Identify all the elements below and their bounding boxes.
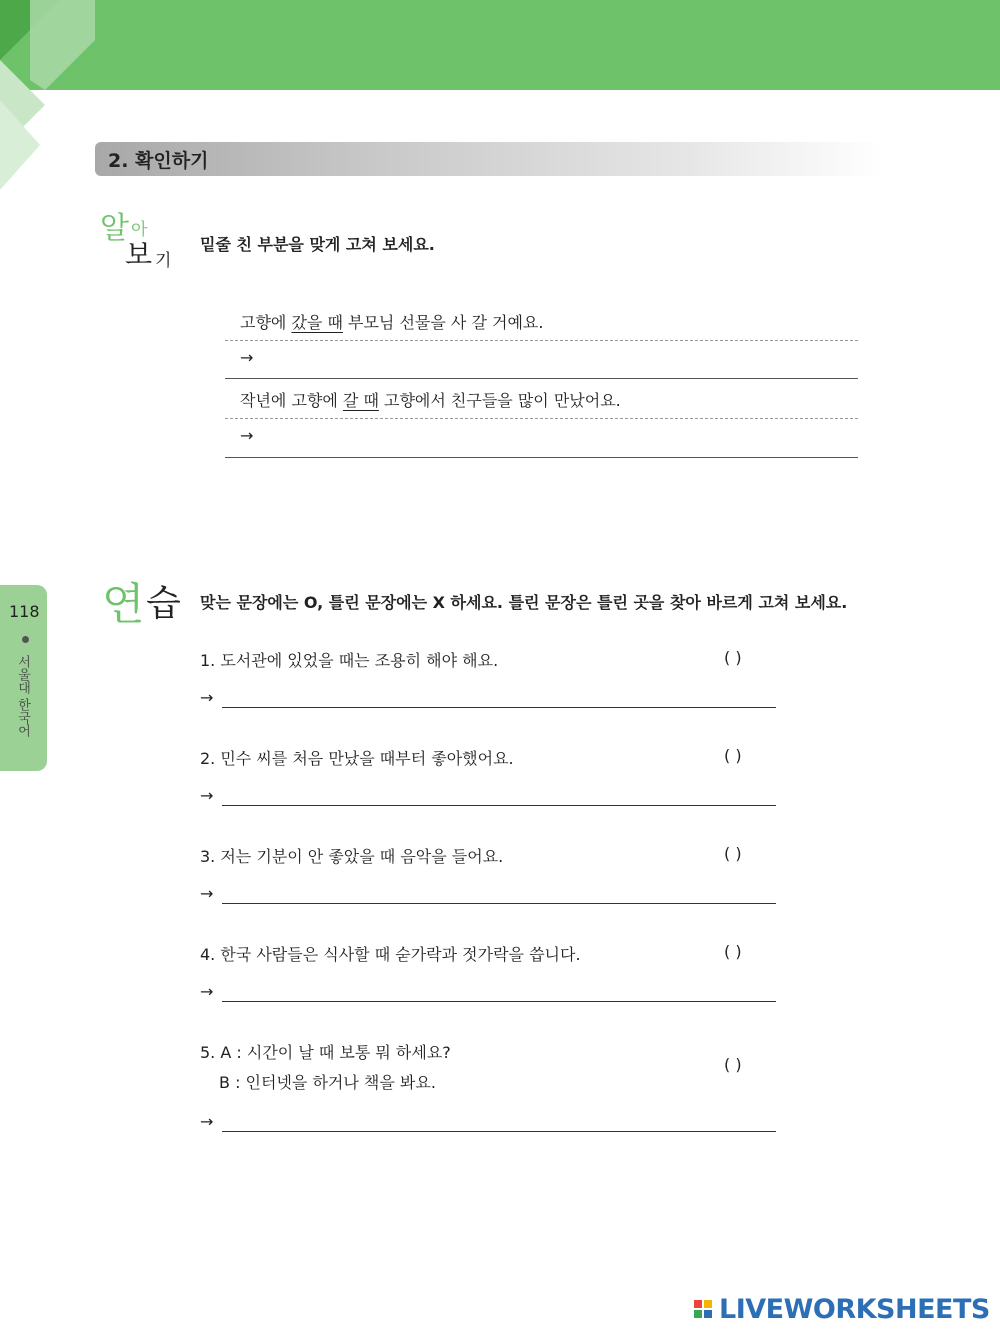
example-1-divider: [225, 340, 858, 341]
question-5-text: 5. A : 시간이 날 때 보통 뭐 하세요?: [200, 1043, 451, 1062]
example-1-pre: 고향에: [240, 313, 292, 332]
side-bullet-icon: [22, 636, 29, 643]
liveworksheets-logo-text: LIVEWORKSHEETS: [719, 1294, 990, 1325]
section-title: 2. 확인하기: [108, 150, 209, 172]
example-2-answer-line[interactable]: [225, 457, 858, 458]
alabogi-label-a: 아: [131, 220, 148, 240]
instruction-ox: 맞는 문장에는 O, 틀린 문장에는 X 하세요. 틀린 문장은 틀린 곳을 찾아 바르게 고쳐 보세요.: [200, 593, 848, 612]
example-2-post: 고향에서 친구들을 많이 만났어요.: [378, 391, 621, 410]
question-5-arrow: →: [200, 1112, 214, 1131]
question-4-arrow: →: [200, 982, 214, 1001]
question-2-answer-line[interactable]: [222, 805, 776, 806]
instruction-correct-underlined: 밑줄 친 부분을 맞게 고쳐 보세요.: [200, 235, 435, 254]
book-title: 서울대 한국어: [15, 655, 30, 738]
example-1-arrow: →: [240, 348, 254, 367]
yeonseup-label-seup: 습: [146, 583, 181, 624]
example-2-divider: [225, 418, 858, 419]
example-1-answer-line[interactable]: [225, 378, 858, 379]
yeonseup-label-yeon: 연: [102, 579, 145, 630]
corner-decoration: [0, 0, 110, 200]
question-5-answer-box[interactable]: ( ): [724, 1055, 742, 1074]
question-3-answer-line[interactable]: [222, 903, 776, 904]
question-1-text: 1. 도서관에 있었을 때는 조용히 해야 해요.: [200, 651, 499, 670]
question-1-answer-line[interactable]: [222, 707, 776, 708]
question-4-answer-box[interactable]: ( ): [724, 942, 742, 961]
example-2-pre: 작년에 고향에: [240, 391, 343, 410]
example-sentence-2: [240, 388, 621, 411]
section-header-bar: [95, 142, 885, 176]
question-5-answer-line[interactable]: [222, 1131, 776, 1132]
page-number: 118: [9, 602, 40, 621]
alabogi-label-al: 알: [100, 211, 129, 246]
question-3-arrow: →: [200, 884, 214, 903]
example-1-post: 부모님 선물을 사 갈 거예요.: [342, 313, 544, 332]
header-band: [0, 0, 1000, 90]
question-1-arrow: →: [200, 688, 214, 707]
question-2-text: 2. 민수 씨를 처음 만났을 때부터 좋아했어요.: [200, 749, 514, 768]
alabogi-label-bo: 보: [125, 238, 153, 271]
question-4-answer-line[interactable]: [222, 1001, 776, 1002]
example-2-arrow: →: [240, 426, 254, 445]
question-3-text: 3. 저는 기분이 안 좋았을 때 음악을 들어요.: [200, 847, 504, 866]
question-3-answer-box[interactable]: ( ): [724, 844, 742, 863]
question-4-text: 4. 한국 사람들은 식사할 때 숟가락과 젓가락을 씁니다.: [200, 945, 581, 964]
question-1-answer-box[interactable]: ( ): [724, 648, 742, 667]
example-sentence-1: [240, 310, 543, 333]
question-2-arrow: →: [200, 786, 214, 805]
example-1-underlined: 갔을 때: [291, 313, 343, 332]
example-2-underlined: 갈 때: [342, 391, 379, 410]
question-5-text-b: B : 인터넷을 하거나 책을 봐요.: [219, 1073, 436, 1092]
question-2-answer-box[interactable]: ( ): [724, 746, 742, 765]
alabogi-label-gi: 기: [155, 251, 172, 271]
